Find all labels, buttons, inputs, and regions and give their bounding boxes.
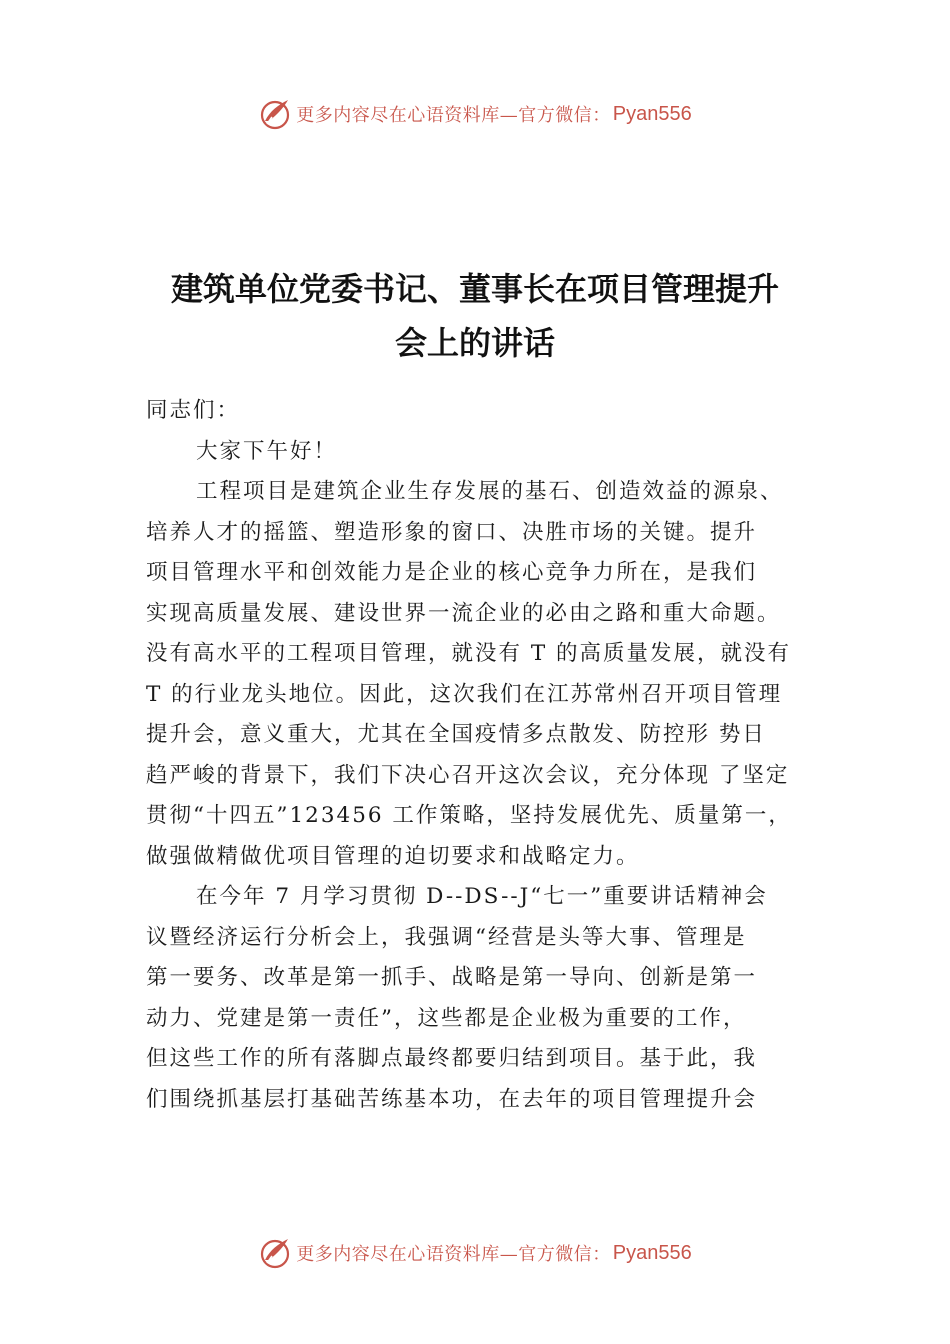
greeting: 大家下午好！ [196,438,338,464]
body-line: 趋严峻的背景下，我们下决心召开这次会议，充分体现 了坚定 [146,762,790,788]
document-title [100,262,850,370]
watermark-banner-top [0,94,950,134]
watermark-text: 更多内容尽在心语资料库—官方微信： [296,1244,611,1265]
body-line: 没有高水平的工程项目管理，就没有 T 的高质量发展，就没有 [146,641,792,666]
title-line-1: 建筑单位党委书记、董事长在项目管理提升 [170,270,779,308]
watermark-text: 更多内容尽在心语资料库—官方微信： [296,105,611,126]
feather-pen-logo-icon [258,1236,292,1270]
body-line: 第一要务、改革是第一抓手、战略是第一导向、创新是第一 [146,965,758,990]
watermark-account: Pyan556 [612,102,692,125]
body-line: 动力、党建是第一责任”，这些都是企业极为重要的工作， [146,1005,747,1031]
body-line: 培养人才的摇篮、塑造形象的窗口、决胜市场的关键。提升 [146,519,758,545]
body-line: 实现高质量发展、建设世界一流企业的必由之路和重大命题。 [146,600,781,626]
body-line: 项目管理水平和创效能力是企业的核心竞争力所在，是我们 [146,560,758,585]
body-line: 议暨经济运行分析会上，我强调“经营是头等大事、管理是 [146,924,747,950]
feather-pen-logo-icon [258,97,292,131]
body-line: 但这些工作的所有落脚点最终都要归结到项目。基于此，我 [146,1046,758,1071]
body-line: 在今年 7 月学习贯彻 D--DS--J“七一”重要讲话精神会 [196,884,768,909]
body-line: 提升会，意义重大，尤其在全国疫情多点散发、防控形 势日 [146,722,766,747]
title-line-2: 会上的讲话 [394,324,555,362]
body-line: 工程项目是建筑企业生存发展的基石、创造效益的源泉、 [196,479,784,504]
watermark-banner-bottom [0,1233,950,1273]
body-line: 贯彻“十四五”123456 工作策略，坚持发展优先、质量第一， [146,803,792,828]
body-line: 们围绕抓基层打基础苦练基本功，在去年的项目管理提升会 [146,1086,758,1112]
body-line: T 的行业龙头地位。因此，这次我们在江苏常州召开项目管理 [146,681,783,707]
document-body [146,391,836,1120]
body-line: 做强做精做优项目管理的迫切要求和战略定力。 [146,843,640,869]
watermark-account: Pyan556 [612,1241,692,1264]
salutation: 同志们： [146,398,241,423]
